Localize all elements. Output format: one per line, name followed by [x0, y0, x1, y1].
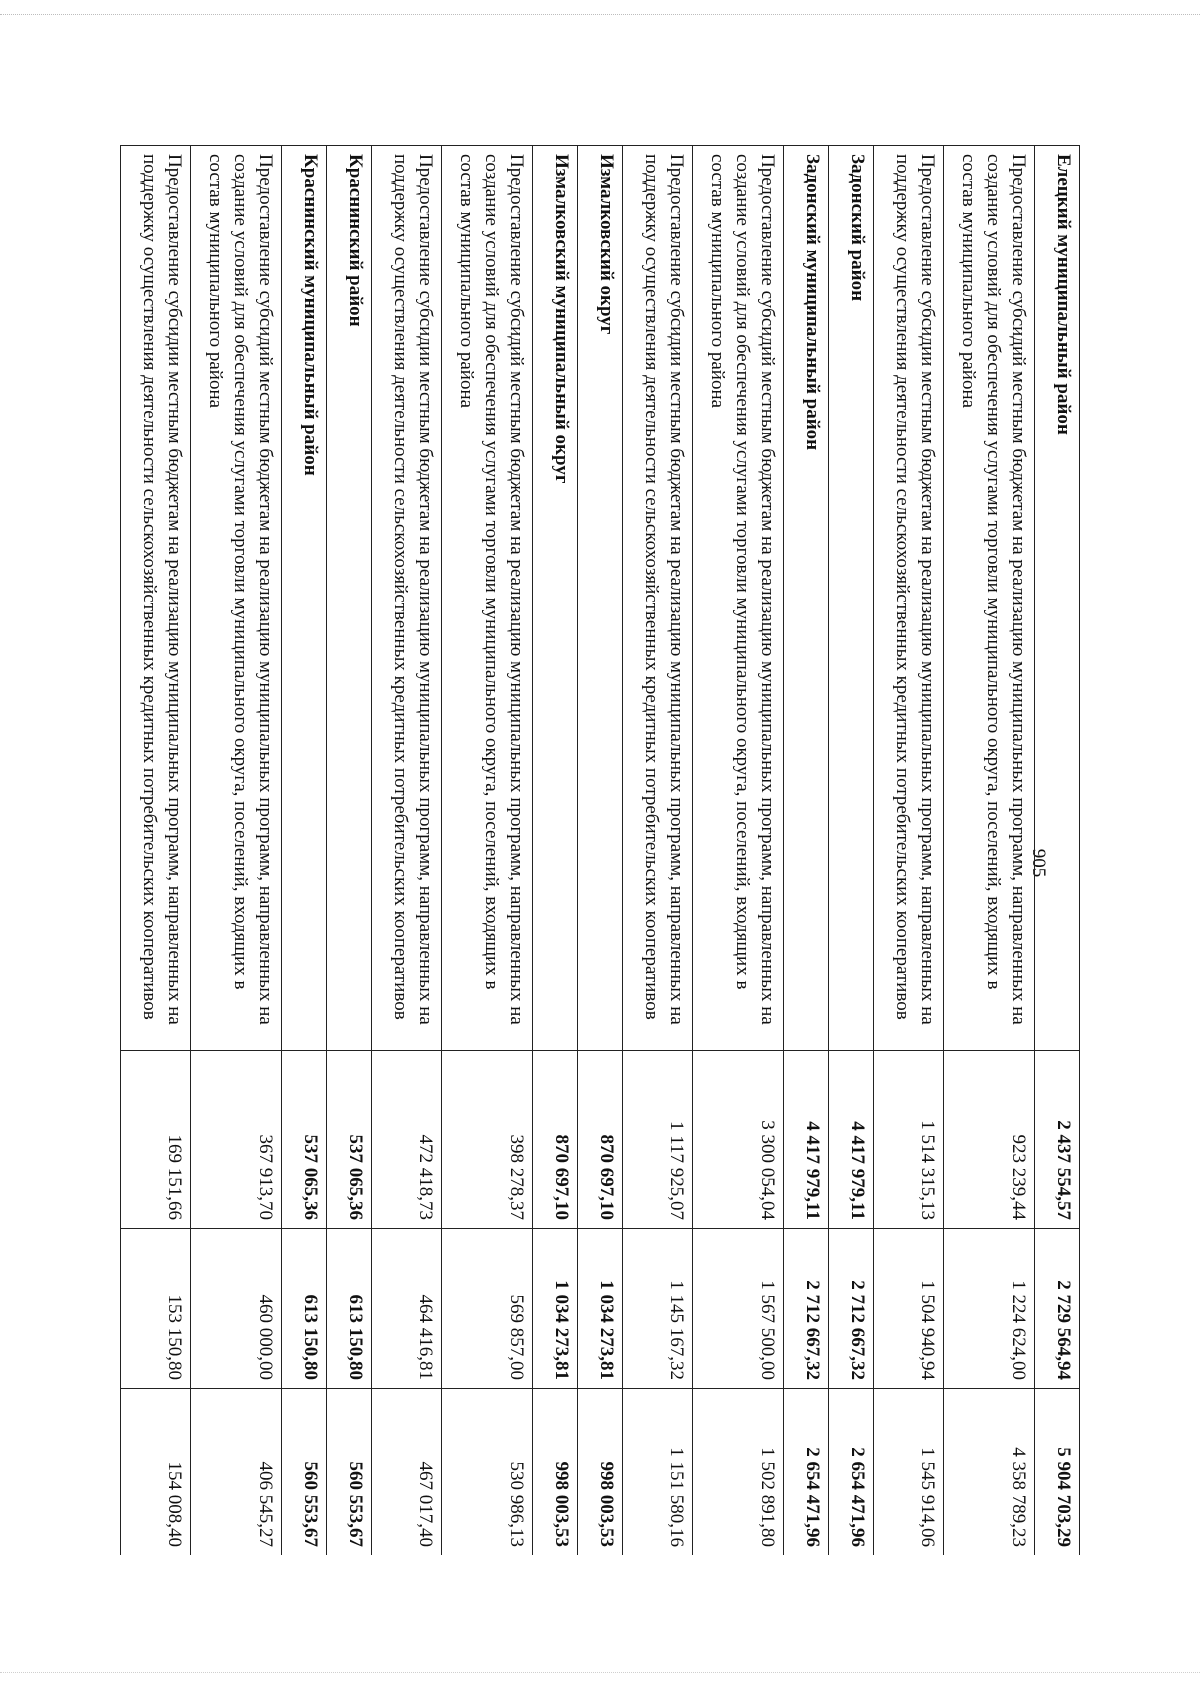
row-value-2-cell: 460 000,00	[190, 1229, 281, 1389]
row-value-3-cell: 5 904 703,29	[1034, 1389, 1079, 1556]
row-name-cell: Краснинский район	[326, 146, 371, 1051]
row-value-2-cell: 1 224 624,00	[943, 1229, 1034, 1389]
row-value-1-cell: 3 300 054,04	[692, 1051, 783, 1229]
row-value-3-cell: 467 017,40	[372, 1389, 442, 1556]
table-row	[623, 146, 693, 1556]
table-row	[692, 146, 783, 1556]
row-value-3-cell: 998 003,53	[577, 1389, 622, 1556]
row-value-1-cell: 4 417 979,11	[783, 1051, 828, 1229]
table-row	[874, 146, 944, 1556]
row-value-1-cell: 169 151,66	[121, 1051, 191, 1229]
table-row	[943, 146, 1034, 1556]
row-value-2-cell: 1 567 500,00	[692, 1229, 783, 1389]
row-value-3-cell: 406 545,27	[190, 1389, 281, 1556]
row-value-2-cell: 613 150,80	[326, 1229, 371, 1389]
row-value-2-cell: 2 729 564,94	[1034, 1229, 1079, 1389]
table-row	[190, 146, 281, 1556]
row-value-1-cell: 398 278,37	[441, 1051, 532, 1229]
row-name-cell: Предоставление субсидий местным бюджетам на реализацию муниципальных программ, направленных на создание условий для обеспечения услугами торговли муниципального округа, поселений, входящих в состав муниципального района	[190, 146, 281, 1051]
budget-table-body	[121, 146, 1080, 1556]
row-name-cell: Измалковский муниципальный округ	[532, 146, 577, 1051]
row-value-3-cell: 1 151 580,16	[623, 1389, 693, 1556]
row-value-3-cell: 1 545 914,06	[874, 1389, 944, 1556]
row-value-2-cell: 1 034 273,81	[532, 1229, 577, 1389]
row-value-2-cell: 153 150,80	[121, 1229, 191, 1389]
row-value-2-cell: 569 857,00	[441, 1229, 532, 1389]
row-value-1-cell: 472 418,73	[372, 1051, 442, 1229]
row-value-1-cell: 1 514 315,13	[874, 1051, 944, 1229]
table-row	[441, 146, 532, 1556]
row-name-cell: Предоставление субсидий местным бюджетам на реализацию муниципальных программ, направленных на создание условий для обеспечения услугами торговли муниципального округа, поселений, входящих в состав муниципального района	[692, 146, 783, 1051]
table-row-section-header	[783, 146, 828, 1556]
rotated-table-frame	[120, 145, 1080, 1555]
row-name-cell: Предоставление субсидии местным бюджетам на реализацию муниципальных программ, направленных на поддержку осуществления деятельности сельскохозяйственных кредитных потребительских кооперативов	[623, 146, 693, 1051]
table-row-section-header	[326, 146, 371, 1556]
row-value-2-cell: 1 034 273,81	[577, 1229, 622, 1389]
row-name-cell: Предоставление субсидии местным бюджетам на реализацию муниципальных программ, направленных на поддержку осуществления деятельности сельскохозяйственных кредитных потребительских кооперативов	[874, 146, 944, 1051]
row-value-1-cell: 367 913,70	[190, 1051, 281, 1229]
table-row-section-header	[577, 146, 622, 1556]
row-name-cell: Елецкий муниципальный район	[1034, 146, 1079, 1051]
scan-edge-top	[0, 14, 1200, 15]
row-value-1-cell: 870 697,10	[532, 1051, 577, 1229]
table-row	[372, 146, 442, 1556]
row-value-3-cell: 154 008,40	[121, 1389, 191, 1556]
row-value-3-cell: 1 502 891,80	[692, 1389, 783, 1556]
row-value-2-cell: 464 416,81	[372, 1229, 442, 1389]
row-value-3-cell: 4 358 789,23	[943, 1389, 1034, 1556]
row-value-1-cell: 537 065,36	[326, 1051, 371, 1229]
row-value-1-cell: 870 697,10	[577, 1051, 622, 1229]
table-row-section-header	[532, 146, 577, 1556]
row-value-2-cell: 2 712 667,32	[828, 1229, 873, 1389]
row-name-cell: Предоставление субсидий местным бюджетам на реализацию муниципальных программ, направленных на создание условий для обеспечения услугами торговли муниципального округа, поселений, входящих в состав муниципального района	[441, 146, 532, 1051]
row-value-3-cell: 560 553,67	[326, 1389, 371, 1556]
row-value-2-cell: 1 504 940,94	[874, 1229, 944, 1389]
row-value-1-cell: 4 417 979,11	[828, 1051, 873, 1229]
row-name-cell: Предоставление субсидии местным бюджетам на реализацию муниципальных программ, направленных на поддержку осуществления деятельности сельскохозяйственных кредитных потребительских кооперативов	[372, 146, 442, 1051]
rotated-page-content	[120, 145, 1080, 1555]
row-value-3-cell: 530 986,13	[441, 1389, 532, 1556]
row-name-cell: Задонский муниципальный район	[783, 146, 828, 1051]
row-name-cell: Краснинский муниципальный район	[281, 146, 326, 1051]
row-name-cell: Предоставление субсидий местным бюджетам на реализацию муниципальных программ, направленных на создание условий для обеспечения услугами торговли муниципального округа, поселений, входящих в состав муниципального района	[943, 146, 1034, 1051]
table-row-section-header	[828, 146, 873, 1556]
row-value-3-cell: 560 553,67	[281, 1389, 326, 1556]
row-name-cell: Задонский район	[828, 146, 873, 1051]
row-name-cell: Измалковский округ	[577, 146, 622, 1051]
row-value-1-cell: 923 239,44	[943, 1051, 1034, 1229]
row-value-3-cell: 2 654 471,96	[828, 1389, 873, 1556]
row-value-1-cell: 1 117 925,07	[623, 1051, 693, 1229]
budget-table	[120, 145, 1080, 1555]
row-name-cell: Предоставление субсидии местным бюджетам на реализацию муниципальных программ, направленных на поддержку осуществления деятельности сельскохозяйственных кредитных потребительских кооперативов	[121, 146, 191, 1051]
scan-edge-bottom	[0, 1672, 1200, 1673]
table-row	[121, 146, 191, 1556]
row-value-2-cell: 613 150,80	[281, 1229, 326, 1389]
table-row-section-header	[281, 146, 326, 1556]
row-value-1-cell: 2 437 554,57	[1034, 1051, 1079, 1229]
row-value-2-cell: 1 145 167,32	[623, 1229, 693, 1389]
table-row-section-header	[1034, 146, 1079, 1556]
row-value-2-cell: 2 712 667,32	[783, 1229, 828, 1389]
page-number: 905	[1028, 848, 1049, 878]
row-value-1-cell: 537 065,36	[281, 1051, 326, 1229]
row-value-3-cell: 2 654 471,96	[783, 1389, 828, 1556]
row-value-3-cell: 998 003,53	[532, 1389, 577, 1556]
